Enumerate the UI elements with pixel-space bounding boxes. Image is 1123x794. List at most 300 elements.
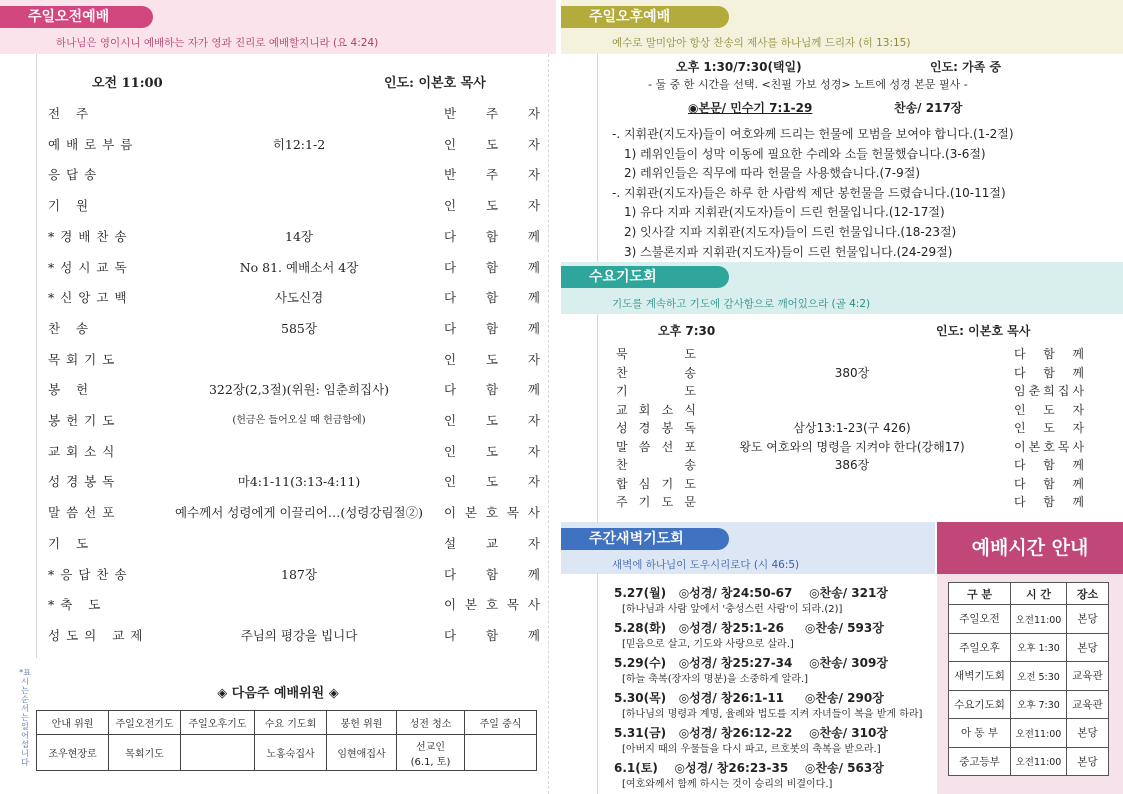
wednesday-by-char: 인 [1014, 421, 1026, 435]
afternoon-hymn: 찬송/ 217장 [894, 101, 963, 115]
order-by-char: 인 [444, 136, 457, 152]
schedule-row [949, 690, 1109, 719]
order-by-char: 자 [527, 474, 540, 490]
duty-value-cell: 선교인 (6.1, 토) [397, 735, 465, 771]
order-by [444, 534, 540, 552]
wednesday-order-by [1014, 364, 1084, 381]
wednesday-item-char: 회 [638, 402, 651, 417]
wednesday-by-char: 희 [1043, 384, 1055, 398]
order-by-char: 다 [444, 382, 457, 398]
order-item: 봉헌기도 [48, 413, 121, 428]
order-by-char: 도 [485, 136, 499, 152]
schedule-cell: 오후 1:30 [1011, 633, 1067, 662]
order-by-char: 께 [527, 259, 540, 275]
schedule-cell: 주일오전 [949, 605, 1011, 634]
outline-line: 2) 잇사갈 지파 지휘관(지도자)들이 드린 헌물입니다.(18-23절) [624, 225, 957, 239]
order-content: No 81. 예배소서 4장 [239, 259, 359, 275]
dawn-day-theme: [믿음으로 살고, 기도와 사랑으로 살라.] [622, 639, 794, 650]
wednesday-order-item [616, 456, 696, 473]
schedule-table [948, 582, 1109, 776]
wednesday-order-row [616, 456, 1086, 475]
dawn-day-reading: 5.28(화) ◎성경/ 창25:1-26 ◎찬송/ 593장 [614, 621, 884, 635]
wednesday-order-content: 왕도 여호와의 명령을 지켜야 한다(강해17) [739, 439, 965, 454]
order-by-char: 인 [444, 443, 457, 459]
wednesday-by-char: 본 [1028, 439, 1041, 454]
wednesday-by-char: 춘 [1028, 384, 1041, 398]
order-by-char: 함 [485, 627, 499, 643]
wednesday-by-char: 께 [1072, 347, 1084, 361]
order-by-char: 반 [444, 167, 457, 183]
order-item: *응답찬송 [48, 566, 133, 582]
order-by-char: 께 [527, 228, 540, 244]
order-by [444, 135, 540, 153]
schedule-header-cell: 구 분 [949, 583, 1011, 605]
wednesday-item-char: 송 [684, 365, 696, 380]
order-row [48, 196, 540, 227]
order-by-char: 인 [444, 351, 457, 367]
order-by-char: 자 [527, 443, 540, 459]
order-by [444, 288, 540, 306]
wednesday-by-char: 께 [1072, 495, 1084, 509]
duty-value-cell: 노홍숙집사 [255, 735, 327, 771]
schedule-row [949, 747, 1109, 776]
wednesday-order-item [616, 345, 696, 362]
schedule-cell: 본당 [1067, 633, 1109, 662]
wednesday-by-char: 도 [1043, 421, 1055, 435]
schedule-title: 예배시간 안내 [937, 522, 1123, 574]
order-by-char: 목 [506, 597, 519, 613]
wednesday-by-char: 다 [1014, 495, 1026, 509]
order-by-char: 다 [444, 228, 457, 244]
wednesday-order-row [616, 419, 1086, 438]
order-by [444, 165, 540, 183]
order-content: 322장(2,3절)(위원: 임춘희집사) [208, 382, 390, 398]
order-by-char: 사 [527, 597, 540, 613]
order-by-char: 다 [444, 320, 457, 336]
duty-value-cell [181, 735, 255, 771]
order-row [48, 165, 540, 196]
duty-header-cell: 봉헌 위원 [327, 711, 397, 735]
wednesday-order-by [1014, 401, 1084, 418]
wednesday-order-by [1014, 493, 1084, 510]
schedule-row [949, 605, 1109, 634]
outline-line: 1) 유다 지파 지휘관(지도자)들이 드린 헌물입니다.(12-17절) [624, 205, 945, 220]
order-row [48, 472, 540, 503]
duty-header-cell: 주일오후기도 [181, 711, 255, 735]
wednesday-item-char: 봉 [661, 421, 674, 435]
wednesday-item-char: 찬 [616, 458, 628, 472]
order-row [48, 534, 540, 565]
schedule-cell: 본당 [1067, 747, 1109, 776]
dawn-day-reading: 6.1(토) ◎성경/ 창26:23-35 ◎찬송/ 563장 [614, 761, 884, 775]
afternoon-note: - 둘 중 한 시간을 선택. <친필 가보 성경> 노트에 성경 본문 필사 - [648, 78, 968, 91]
wednesday-item-char: 문 [684, 495, 696, 509]
order-by [444, 595, 540, 613]
order-by [444, 350, 540, 368]
wednesday-order-item [616, 382, 696, 399]
dawn-day-reading: 5.29(수) ◎성경/ 창25:27-34 ◎찬송/ 309장 [614, 656, 888, 670]
wednesday-by-char: 께 [1072, 365, 1084, 380]
wednesday-by-char: 자 [1072, 421, 1084, 435]
order-by [444, 503, 540, 521]
afternoon-margin-line [597, 54, 598, 262]
order-item: 기 도 [48, 535, 95, 551]
order-item: 말씀선포 [48, 505, 121, 521]
schedule-header-cell: 장소 [1067, 583, 1109, 605]
wednesday-service-title: 수요기도회 [561, 266, 729, 288]
order-by-char: 자 [527, 351, 540, 367]
wednesday-margin-line [597, 314, 598, 522]
wednesday-item-char: 찬 [616, 365, 628, 380]
wednesday-item-char: 주 [616, 495, 628, 509]
order-by [444, 380, 540, 398]
wednesday-verse: 기도를 계속하고 기도에 감사함으로 깨어있으라 (골 4:2) [612, 298, 871, 310]
wednesday-order-row [616, 438, 1086, 457]
schedule-cell: 아 동 부 [949, 719, 1011, 748]
wednesday-order-item [616, 475, 696, 492]
order-item: 응답송 [48, 167, 103, 183]
order-by-char: 주 [485, 167, 499, 183]
schedule-row [949, 719, 1109, 748]
order-by [444, 104, 540, 122]
schedule-cell: 주일오후 [949, 633, 1011, 662]
wednesday-order-row [616, 382, 1086, 401]
duty-header-cell: 수요 기도회 [255, 711, 327, 735]
order-content: 예수께서 성령에게 이끌리어…(성령강림절②) [175, 505, 423, 521]
order-row [48, 135, 540, 166]
order-by-char: 호 [485, 505, 499, 521]
order-by-char: 자 [527, 413, 540, 428]
wednesday-by-char: 자 [1072, 402, 1084, 417]
wednesday-item-char: 말 [616, 439, 628, 454]
order-by-char: 께 [527, 382, 540, 398]
order-by-char: 자 [527, 136, 540, 152]
order-by [444, 472, 540, 490]
wednesday-item-char: 도 [661, 495, 674, 509]
wednesday-item-char: 독 [684, 421, 696, 435]
order-by-char: 이 [444, 505, 457, 521]
wednesday-by-char: 목 [1057, 439, 1070, 454]
order-row [48, 626, 540, 657]
order-item: 찬 송 [48, 320, 95, 336]
wednesday-item-char: 도 [684, 384, 696, 398]
wednesday-order-item [616, 438, 696, 455]
order-by-char: 자 [527, 535, 540, 551]
wednesday-by-char: 께 [1072, 476, 1084, 491]
order-by-char: 인 [444, 474, 457, 490]
wednesday-by-char: 다 [1014, 347, 1026, 361]
order-by [444, 626, 540, 644]
wednesday-by-char: 함 [1043, 347, 1055, 361]
order-by-char: 자 [527, 198, 540, 214]
order-by [444, 258, 540, 276]
order-by-char: 함 [485, 290, 499, 306]
order-by-char: 함 [485, 382, 499, 398]
order-row [48, 104, 540, 135]
order-by-char: 도 [485, 198, 499, 214]
wednesday-order-row [616, 364, 1086, 383]
morning-leader: 인도: 이본호 목사 [384, 76, 486, 91]
order-item: 목회기도 [48, 351, 121, 367]
wednesday-order-item [616, 493, 696, 510]
order-by-char: 도 [485, 474, 499, 490]
order-item: 성도의 교제 [48, 627, 149, 643]
duty-header-row [37, 711, 537, 735]
order-content: 14장 [285, 228, 313, 244]
wednesday-leader: 인도: 이본호 목사 [936, 324, 1031, 338]
order-by-char: 께 [527, 627, 540, 643]
dawn-day-theme: [하나님의 명령과 계명, 율례와 법도를 지켜 자녀들이 복을 받게 하라] [622, 709, 923, 720]
wednesday-order-item [616, 419, 696, 436]
dawn-margin-line [597, 574, 598, 794]
order-item: 예배로부름 [48, 136, 139, 152]
order-content: 585장 [281, 320, 317, 336]
order-by-char: 다 [444, 290, 457, 306]
schedule-cell: 교육관 [1067, 662, 1109, 691]
wednesday-order-content: 삼상13:1-23(구 426) [793, 421, 911, 435]
outline-line: 3) 스불론지파 지휘관(지도자)들이 드린 헌물입니다.(24-29절) [624, 244, 953, 259]
dawn-day-theme: [여호와께서 함께 하시는 것이 승리의 비결이다.] [622, 779, 833, 790]
order-by-char: 께 [527, 566, 540, 582]
duty-header-cell: 성전 청소 [397, 711, 465, 735]
schedule-cell: 새벽기도회 [949, 662, 1011, 691]
order-by-char: 다 [444, 259, 457, 275]
wednesday-order-by [1014, 419, 1084, 436]
schedule-row [949, 633, 1109, 662]
dawn-day-reading: 5.31(금) ◎성경/ 창26:12-22 ◎찬송/ 310장 [614, 726, 888, 740]
wednesday-item-char: 기 [616, 384, 628, 398]
schedule-cell: 오전 5:30 [1011, 662, 1067, 691]
wednesday-item-char: 기 [661, 476, 674, 491]
wednesday-item-char: 식 [684, 402, 696, 417]
afternoon-service-title: 주일오후예배 [561, 6, 729, 28]
order-item: 성경봉독 [48, 474, 121, 490]
dawn-day-theme: [아버지 때의 우물들을 다시 파고, 르호봇의 축복을 받으라.] [622, 744, 881, 755]
duty-header-cell: 주일 중식 [465, 711, 537, 735]
order-by-char: 본 [464, 597, 478, 613]
schedule-cell: 오전11:00 [1011, 747, 1067, 776]
order-row [48, 350, 540, 381]
schedule-cell: 본당 [1067, 605, 1109, 634]
wednesday-by-char: 인 [1014, 402, 1026, 417]
order-item: 전 주 [48, 106, 95, 121]
wednesday-order-content: 380장 [834, 365, 870, 380]
order-by-char: 본 [464, 505, 478, 521]
schedule-cell: 오후 7:30 [1011, 690, 1067, 719]
order-row [48, 565, 540, 596]
order-by-char: 인 [444, 198, 457, 214]
schedule-row [949, 662, 1109, 691]
order-by-char: 목 [506, 505, 519, 521]
duty-header-cell: 안내 위원 [37, 711, 109, 735]
outline-line: 1) 레위인들이 성막 이동에 필요한 수레와 소들 헌물했습니다.(3-6절) [624, 146, 986, 161]
order-by-char: 사 [527, 505, 540, 521]
order-by-char: 함 [485, 259, 499, 275]
order-by [444, 196, 540, 214]
wednesday-item-char: 교 [616, 402, 628, 417]
morning-verse: 하나님은 영이시니 예배하는 자가 영과 진리로 예배할지니라 (요 4:24) [56, 37, 379, 49]
wednesday-item-char: 씀 [638, 439, 651, 454]
afternoon-time: 오후 1:30/7:30(택일) [676, 60, 802, 74]
order-content: 마4:1-11(3:13-4:11) [237, 474, 361, 490]
outline-line: -. 지휘관(지도자)들은 하루 한 사람씩 제단 봉헌물을 드렸습니다.(10-11절) [612, 185, 1006, 200]
wednesday-time: 오후 7:30 [658, 324, 716, 338]
order-by-char: 함 [485, 228, 499, 244]
wednesday-by-char: 께 [1072, 458, 1084, 472]
order-by-char: 다 [444, 627, 457, 643]
order-by-char: 다 [444, 566, 457, 582]
duty-value-cell: 조우현장로 [37, 735, 109, 771]
order-by-char: 도 [485, 351, 499, 367]
wednesday-item-char: 소 [661, 402, 674, 417]
order-item: *경배찬송 [48, 228, 133, 244]
wednesday-order-by [1014, 382, 1084, 399]
left-margin-line [36, 54, 37, 658]
wednesday-by-char: 사 [1072, 384, 1084, 398]
schedule-header-cell: 시 간 [1011, 583, 1067, 605]
order-item: *성시교독 [48, 259, 133, 275]
dawn-verse: 새벽에 하나님이 도우시리로다 (시 46:5) [612, 559, 800, 571]
duty-value-cell: 목회기도 [109, 735, 181, 771]
duty-header-cell: 주일오전기도 [109, 711, 181, 735]
wednesday-order-row [616, 345, 1086, 364]
wednesday-by-char: 함 [1043, 458, 1055, 472]
standing-note: *표시는 순서는 일어섭니다 [19, 668, 31, 767]
wednesday-item-char: 경 [638, 421, 651, 435]
wednesday-by-char: 사 [1072, 439, 1084, 454]
next-week-duty-table [36, 710, 537, 771]
order-by-char: 설 [444, 535, 457, 551]
schedule-cell: 오전11:00 [1011, 605, 1067, 634]
order-by-char: 도 [485, 443, 499, 459]
afternoon-leader: 인도: 가족 중 [930, 60, 1002, 74]
order-row [48, 227, 540, 258]
wednesday-item-char: 기 [638, 495, 651, 509]
wednesday-order-by [1014, 475, 1084, 492]
wednesday-item-char: 성 [616, 421, 628, 435]
schedule-cell: 본당 [1067, 719, 1109, 748]
dawn-day-theme: [하나님과 사람 앞에서 '충성스런 사람'이 되라.(2)] [622, 604, 843, 615]
wednesday-by-char: 함 [1043, 365, 1055, 380]
order-row [48, 258, 540, 289]
wednesday-order-row [616, 401, 1086, 420]
schedule-cell: 교육관 [1067, 690, 1109, 719]
next-week-duty-title: ◈ 다음주 예배위원 ◈ [217, 686, 339, 701]
schedule-cell: 수요기도회 [949, 690, 1011, 719]
order-row [48, 595, 540, 626]
schedule-cell: 중고등부 [949, 747, 1011, 776]
wednesday-by-char: 집 [1057, 384, 1070, 398]
order-by-char: 인 [444, 413, 457, 428]
order-content: 187장 [281, 566, 317, 582]
dawn-day-theme: [하늘 축복(장자의 명분)을 소중하게 알라.] [622, 674, 809, 685]
afternoon-verse: 예수로 말미암아 항상 찬송의 제사를 하나님께 드리자 (히 13:15) [612, 37, 911, 49]
order-by-char: 께 [527, 290, 540, 306]
wednesday-order-content: 386장 [834, 458, 870, 472]
morning-service-page [0, 0, 556, 794]
order-by-char: 도 [485, 413, 499, 428]
wednesday-order-item [616, 401, 696, 418]
wednesday-order-row [616, 475, 1086, 494]
order-by [444, 411, 540, 429]
wednesday-by-char: 함 [1043, 476, 1055, 491]
order-row [48, 380, 540, 411]
order-row [48, 288, 540, 319]
wednesday-item-char: 심 [638, 476, 651, 491]
order-item: 기 원 [48, 198, 95, 214]
wednesday-order-by [1014, 438, 1084, 455]
order-content: 사도신경 [274, 290, 324, 306]
order-by [444, 319, 540, 337]
order-by-char: 호 [485, 597, 499, 613]
wednesday-by-char: 다 [1014, 458, 1026, 472]
wednesday-item-char: 합 [616, 476, 628, 491]
afternoon-text: ◉본문/ 민수기 7:1-29 [688, 101, 813, 115]
wednesday-by-char: 함 [1043, 495, 1055, 509]
order-by-char: 이 [444, 597, 457, 613]
wednesday-by-char: 다 [1014, 365, 1026, 380]
order-by-char: 자 [527, 106, 540, 121]
morning-service-title: 주일오전예배 [0, 6, 153, 28]
morning-time: 오전 11:00 [92, 76, 163, 91]
order-row [48, 411, 540, 442]
wednesday-item-char: 묵 [616, 347, 628, 361]
order-item: 교회소식 [48, 443, 121, 459]
wednesday-item-char: 도 [684, 347, 696, 361]
wednesday-order-item [616, 364, 696, 381]
wednesday-order-row [616, 493, 1086, 512]
wednesday-item-char: 도 [684, 476, 696, 491]
dawn-prayer-title: 주간새벽기도회 [561, 528, 729, 550]
order-item: *축 도 [48, 597, 107, 613]
order-by [444, 227, 540, 245]
wednesday-by-char: 호 [1043, 439, 1055, 454]
order-item: *신앙고백 [48, 290, 133, 306]
duty-value-cell [465, 735, 537, 771]
order-by-char: 반 [444, 106, 457, 121]
wednesday-by-char: 이 [1014, 439, 1026, 454]
dawn-day-reading: 5.30(목) ◎성경/ 창26:1-11 ◎찬송/ 290장 [614, 691, 884, 705]
wednesday-item-char: 선 [661, 439, 674, 454]
order-by-char: 께 [527, 320, 540, 336]
wednesday-item-char: 송 [684, 458, 696, 472]
schedule-header-row [949, 583, 1109, 605]
outline-line: 2) 레위인들은 직무에 따라 헌물을 사용했습니다.(7-9절) [624, 166, 921, 181]
order-by-char: 교 [485, 535, 499, 551]
wednesday-by-char: 도 [1043, 402, 1055, 417]
order-by-char: 함 [485, 566, 499, 582]
order-content: 주님의 평강을 빕니다 [240, 627, 358, 643]
order-content: (헌금은 들어오실 때 헌금함에) [232, 415, 366, 426]
wednesday-by-char: 다 [1014, 476, 1026, 491]
order-by-char: 주 [485, 106, 499, 121]
order-by-char: 함 [485, 320, 499, 336]
wednesday-by-char: 임 [1014, 384, 1026, 398]
duty-value-cell: 임현애집사 [327, 735, 397, 771]
duty-value-row [37, 735, 537, 771]
schedule-cell: 오전11:00 [1011, 719, 1067, 748]
order-by [444, 565, 540, 583]
outline-line: -. 지휘관(지도자)들이 여호와께 드리는 헌물에 모범을 보여야 합니다.(1-2절) [612, 127, 1014, 141]
dawn-day-reading: 5.27(월) ◎성경/ 창24:50-67 ◎찬송/ 321장 [614, 586, 888, 600]
wednesday-order-by [1014, 345, 1084, 362]
order-row [48, 442, 540, 473]
wednesday-item-char: 포 [684, 439, 696, 454]
wednesday-order-by [1014, 456, 1084, 473]
order-row [48, 503, 540, 534]
order-row [48, 319, 540, 350]
order-content: 히12:1-2 [272, 136, 326, 152]
